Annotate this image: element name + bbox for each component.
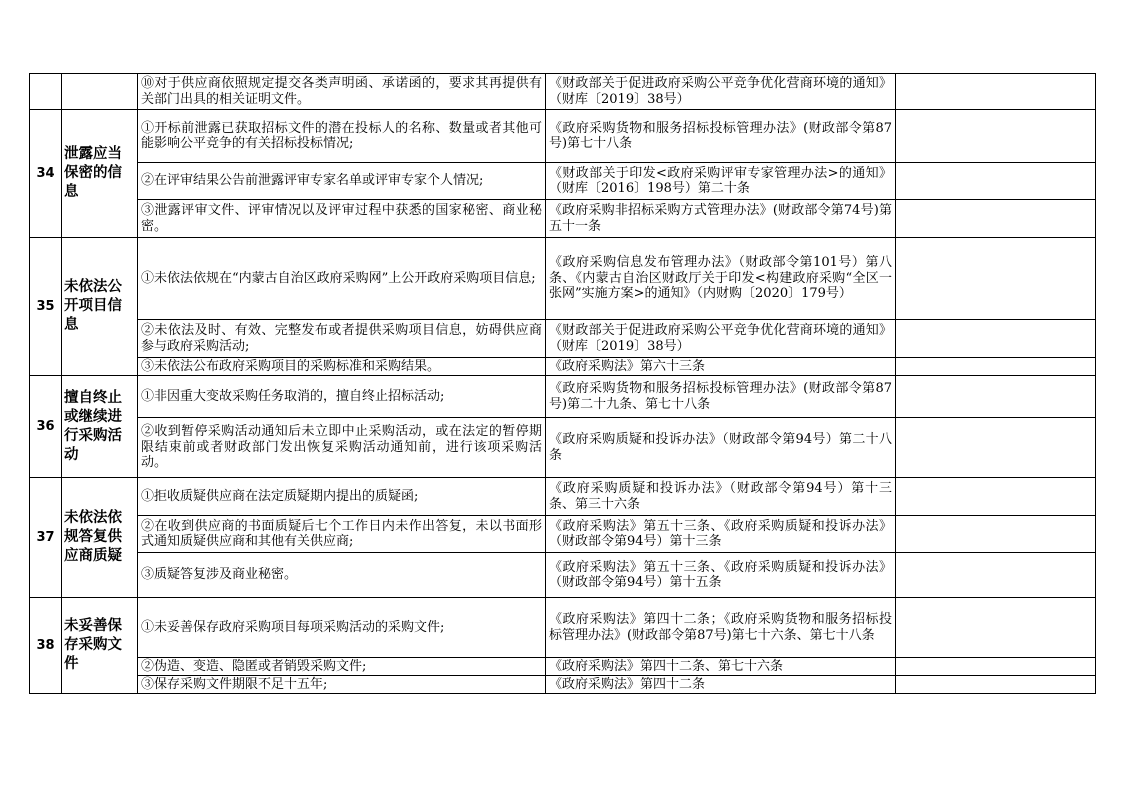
legal-basis: 《政府采购货物和服务招标投标管理办法》(财政部令第87号)第七十八条 <box>546 110 896 163</box>
legal-basis: 《政府采购法》第六十三条 <box>546 358 896 376</box>
row-number: 35 <box>30 238 62 376</box>
legal-basis: 《政府采购法》第四十二条、第七十六条 <box>546 658 896 676</box>
row-number: 37 <box>30 478 62 598</box>
remark-cell <box>896 598 1096 658</box>
violation-table <box>29 73 1096 694</box>
legal-basis: 《政府采购法》第五十三条、《政府采购质疑和投诉办法》（财政部令第94号）第十三条 <box>546 516 896 553</box>
remark-cell <box>896 200 1096 238</box>
remark-cell <box>896 163 1096 200</box>
remark-cell <box>896 74 1096 110</box>
table-row <box>30 376 1096 418</box>
remark-cell <box>896 658 1096 676</box>
table-row <box>30 163 1096 200</box>
row-category: 未妥善保存采购文件 <box>62 598 138 694</box>
table-row <box>30 358 1096 376</box>
table-row <box>30 598 1096 658</box>
legal-basis: 《政府采购非招标采购方式管理办法》(财政部令第74号)第五十一条 <box>546 200 896 238</box>
legal-basis: 《政府采购法》第四十二条 <box>546 676 896 694</box>
table-row <box>30 676 1096 694</box>
violation-item: ①拒收质疑供应商在法定质疑期内提出的质疑函; <box>138 478 546 516</box>
violation-item: ③泄露评审文件、评审情况以及评审过程中获悉的国家秘密、商业秘密。 <box>138 200 546 238</box>
row-category: 未依法依规答复供应商质疑 <box>62 478 138 598</box>
table-row <box>30 74 1096 110</box>
violation-item: ⑩对于供应商依照规定提交各类声明函、承诺函的，要求其再提供有关部门出具的相关证明文件。 <box>138 74 546 110</box>
violation-item: ②在收到供应商的书面质疑后七个工作日内未作出答复，未以书面形式通知质疑供应商和其他有关供应商; <box>138 516 546 553</box>
violation-item: ①未依法依规在“内蒙古自治区政府采购网”上公开政府采购项目信息; <box>138 238 546 320</box>
legal-basis: 《政府采购法》第四十二条；《政府采购货物和服务招标投标管理办法》(财政部令第87号)第七十六条、第七十八条 <box>546 598 896 658</box>
remark-cell <box>896 320 1096 358</box>
row-number: 34 <box>30 110 62 238</box>
document-page <box>29 73 1095 694</box>
violation-item: ②收到暂停采购活动通知后未立即中止采购活动，或在法定的暂停期限结束前或者财政部门发出恢复采购活动通知前，进行该项采购活动。 <box>138 418 546 478</box>
remark-cell <box>896 110 1096 163</box>
table-row <box>30 110 1096 163</box>
legal-basis: 《政府采购质疑和投诉办法》（财政部令第94号）第十三条、第三十六条 <box>546 478 896 516</box>
table-row <box>30 658 1096 676</box>
legal-basis: 《财政部关于促进政府采购公平竞争优化营商环境的通知》（财库〔2019〕38号） <box>546 320 896 358</box>
remark-cell <box>896 418 1096 478</box>
remark-cell <box>896 676 1096 694</box>
table-row <box>30 200 1096 238</box>
legal-basis: 《政府采购法》第五十三条、《政府采购质疑和投诉办法》（财政部令第94号）第十五条 <box>546 553 896 598</box>
legal-basis: 《政府采购质疑和投诉办法》（财政部令第94号）第二十八条 <box>546 418 896 478</box>
remark-cell <box>896 358 1096 376</box>
table-row <box>30 320 1096 358</box>
table-row <box>30 553 1096 598</box>
violation-item: ③保存采购文件期限不足十五年; <box>138 676 546 694</box>
row-category: 未依法公开项目信息 <box>62 238 138 376</box>
violation-item: ①未妥善保存政府采购项目每项采购活动的采购文件; <box>138 598 546 658</box>
violation-item: ②未依法及时、有效、完整发布或者提供采购项目信息，妨碍供应商参与政府采购活动; <box>138 320 546 358</box>
table-row <box>30 516 1096 553</box>
row-category: 泄露应当保密的信息 <box>62 110 138 238</box>
row-number <box>30 74 62 110</box>
table-row <box>30 238 1096 320</box>
remark-cell <box>896 238 1096 320</box>
violation-item: ③质疑答复涉及商业秘密。 <box>138 553 546 598</box>
remark-cell <box>896 478 1096 516</box>
row-category <box>62 74 138 110</box>
violation-item: ②伪造、变造、隐匿或者销毁采购文件; <box>138 658 546 676</box>
remark-cell <box>896 553 1096 598</box>
table-row <box>30 478 1096 516</box>
violation-item: ②在评审结果公告前泄露评审专家名单或评审专家个人情况; <box>138 163 546 200</box>
violation-item: ①开标前泄露已获取招标文件的潜在投标人的名称、数量或者其他可能影响公平竞争的有关招标投标情况; <box>138 110 546 163</box>
remark-cell <box>896 376 1096 418</box>
legal-basis: 《财政部关于印发<政府采购评审专家管理办法>的通知》（财库〔2016〕198号）第二十条 <box>546 163 896 200</box>
row-category: 擅自终止或继续进行采购活动 <box>62 376 138 478</box>
violation-item: ①非因重大变故采购任务取消的，擅自终止招标活动; <box>138 376 546 418</box>
legal-basis: 《政府采购信息发布管理办法》（财政部令第101号）第八条、《内蒙古自治区财政厅关于印发<构建政府采购“全区一张网”实施方案>的通知》（内财购〔2020〕179号） <box>546 238 896 320</box>
legal-basis: 《财政部关于促进政府采购公平竞争优化营商环境的通知》（财库〔2019〕38号） <box>546 74 896 110</box>
legal-basis: 《政府采购货物和服务招标投标管理办法》(财政部令第87号)第二十九条、第七十八条 <box>546 376 896 418</box>
violation-item: ③未依法公布政府采购项目的采购标准和采购结果。 <box>138 358 546 376</box>
table-row <box>30 418 1096 478</box>
row-number: 36 <box>30 376 62 478</box>
remark-cell <box>896 516 1096 553</box>
row-number: 38 <box>30 598 62 694</box>
